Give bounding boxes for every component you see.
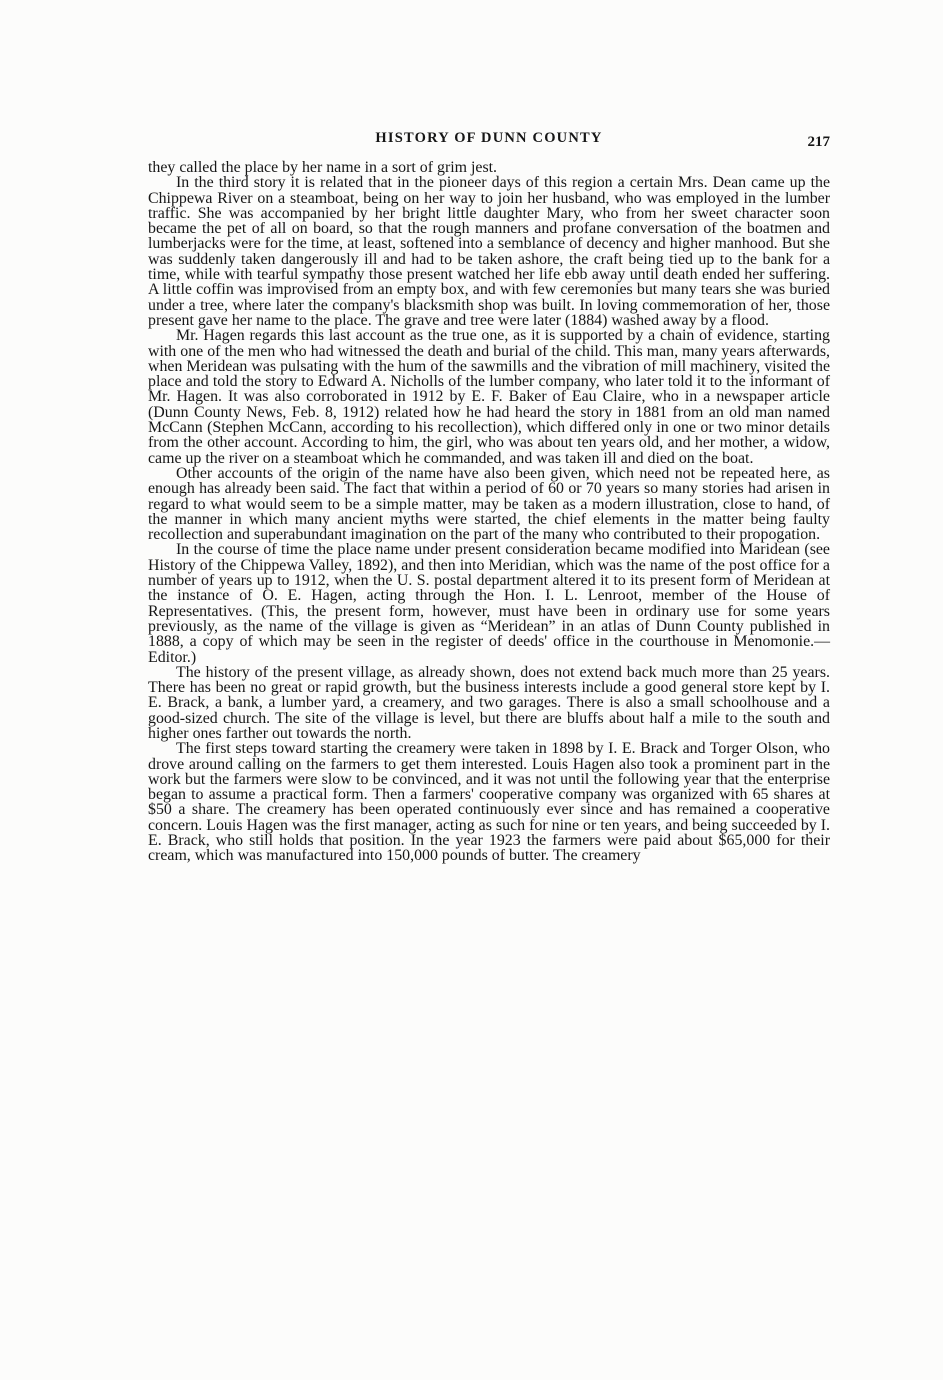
running-head — [148, 130, 830, 154]
paragraph-creamery: The first steps toward starting the creamery were taken in 1898 by I. E. Brack and Torger Olson, who drove around calling on the farmers to get them interested. Louis Hagen also took a prominent part in the work but the farmers were slow to be convinced, and it was not until the following year that the enterprise began to assume a practical form. Then a farmers' cooperative company was organized with 65 shares at $50 a share. The creamery has been operated continuously ever since and has remained a cooperative concern. Louis Hagen was the first manager, acting as such for nine or ten years, and being succeeded by I. E. Brack, who still holds that position. In the year 1923 the farmers were paid about $65,000 for their cream, which was manufactured into 150,000 pounds of butter. The creamery — [148, 740, 830, 865]
page-title: HISTORY OF DUNN COUNTY — [375, 130, 603, 146]
body-text — [148, 160, 830, 864]
paragraph-place-name: In the course of time the place name under present consideration became modified into Maridean (see History of the Chippewa Valley, 1892), and then into Meridian, which was the name of the post office for a number of years up to 1912, when the U. S. postal department altered it to its present form of Meridean at the instance of O. E. Hagen, acting through the Hon. I. L. Lenroot, member of the House of Representatives. (This, the present form, however, must have been in ordinary use for some years previously, as the name of the village is given as “Meridean” in an atlas of Dunn County published in 1888, a copy of which may be seen in the register of deeds' office in the courthouse in Menomonie.—Editor.) — [148, 541, 830, 666]
paragraph-third-story: In the third story it is related that in the pioneer days of this region a certain Mrs. Dean came up the Chippewa River on a steamboat, being on her way to join her husband, who was employed in the lumber traffic. She was accompanied by her bright little daughter Mary, who from her sweet character soon became the pet of all on board, so that the rough manners and profane conversation of the boatmen and lumberjacks were for the time, at least, softened into a semblance of decency and higher manhood. But she was suddenly taken dangerously ill and had to be taken ashore, the craft being tied up to the bank for a time, while with tearful sympathy those present watched her life ebb away until death ended her suffering. A little coffin was improvised from an empty box, and with few ceremonies but many tears she was buried under a tree, where later the company's blacksmith shop was built. In loving commemoration of her, those present gave her name to the place. The grave and tree were later (1884) washed away by a flood. — [148, 174, 830, 329]
page-number: 217 — [807, 134, 830, 150]
paragraph-hagen-account: Mr. Hagen regards this last account as the true one, as it is supported by a chain of evidence, starting with one of the men who had witnessed the death and burial of the child. This man, many years afterwards, when Meridean was pulsating with the hum of the sawmills and the vibration of mill machinery, visited the place and told the story to Edward A. Nicholls of the lumber company, who later told it to the informant of Mr. Hagen. It was also corroborated in 1912 by E. F. Baker of Eau Claire, who in a newspaper article (Dunn County News, Feb. 8, 1912) related how he had heard the story in 1881 from an old man named McCann (Stephen McCann, according to his recollection), which differed only in one or two minor details from the other account. According to him, the girl, who was about ten years old, and her mother, a widow, came up the river on a steamboat which he commanded, and was taken ill and died on the boat. — [148, 327, 830, 467]
paragraph-village-history: The history of the present village, as already shown, does not extend back much more than 25 years. There has been no great or rapid growth, but the business interests include a good general store kept by I. E. Brack, a bank, a lumber yard, a creamery, and two garages. There is also a small schoolhouse and a good-sized church. The site of the village is level, but there are bluffs about half a mile to the south and higher ones farther out towards the north. — [148, 663, 830, 742]
paragraph-other-accounts: Other accounts of the origin of the name have also been given, which need not be repeated here, as enough has already been said. The fact that within a period of 60 or 70 years so many stories had arisen in regard to what would seem to be a simple matter, may be taken as a modern illustration, close to hand, of the manner in which many ancient myths were started, the chief elements in the matter being faulty recollection and superabundant imagination on the part of the many who contributed to their propogation. — [148, 464, 830, 544]
paragraph-continued: they called the place by her name in a sort of grim jest. — [148, 159, 498, 176]
